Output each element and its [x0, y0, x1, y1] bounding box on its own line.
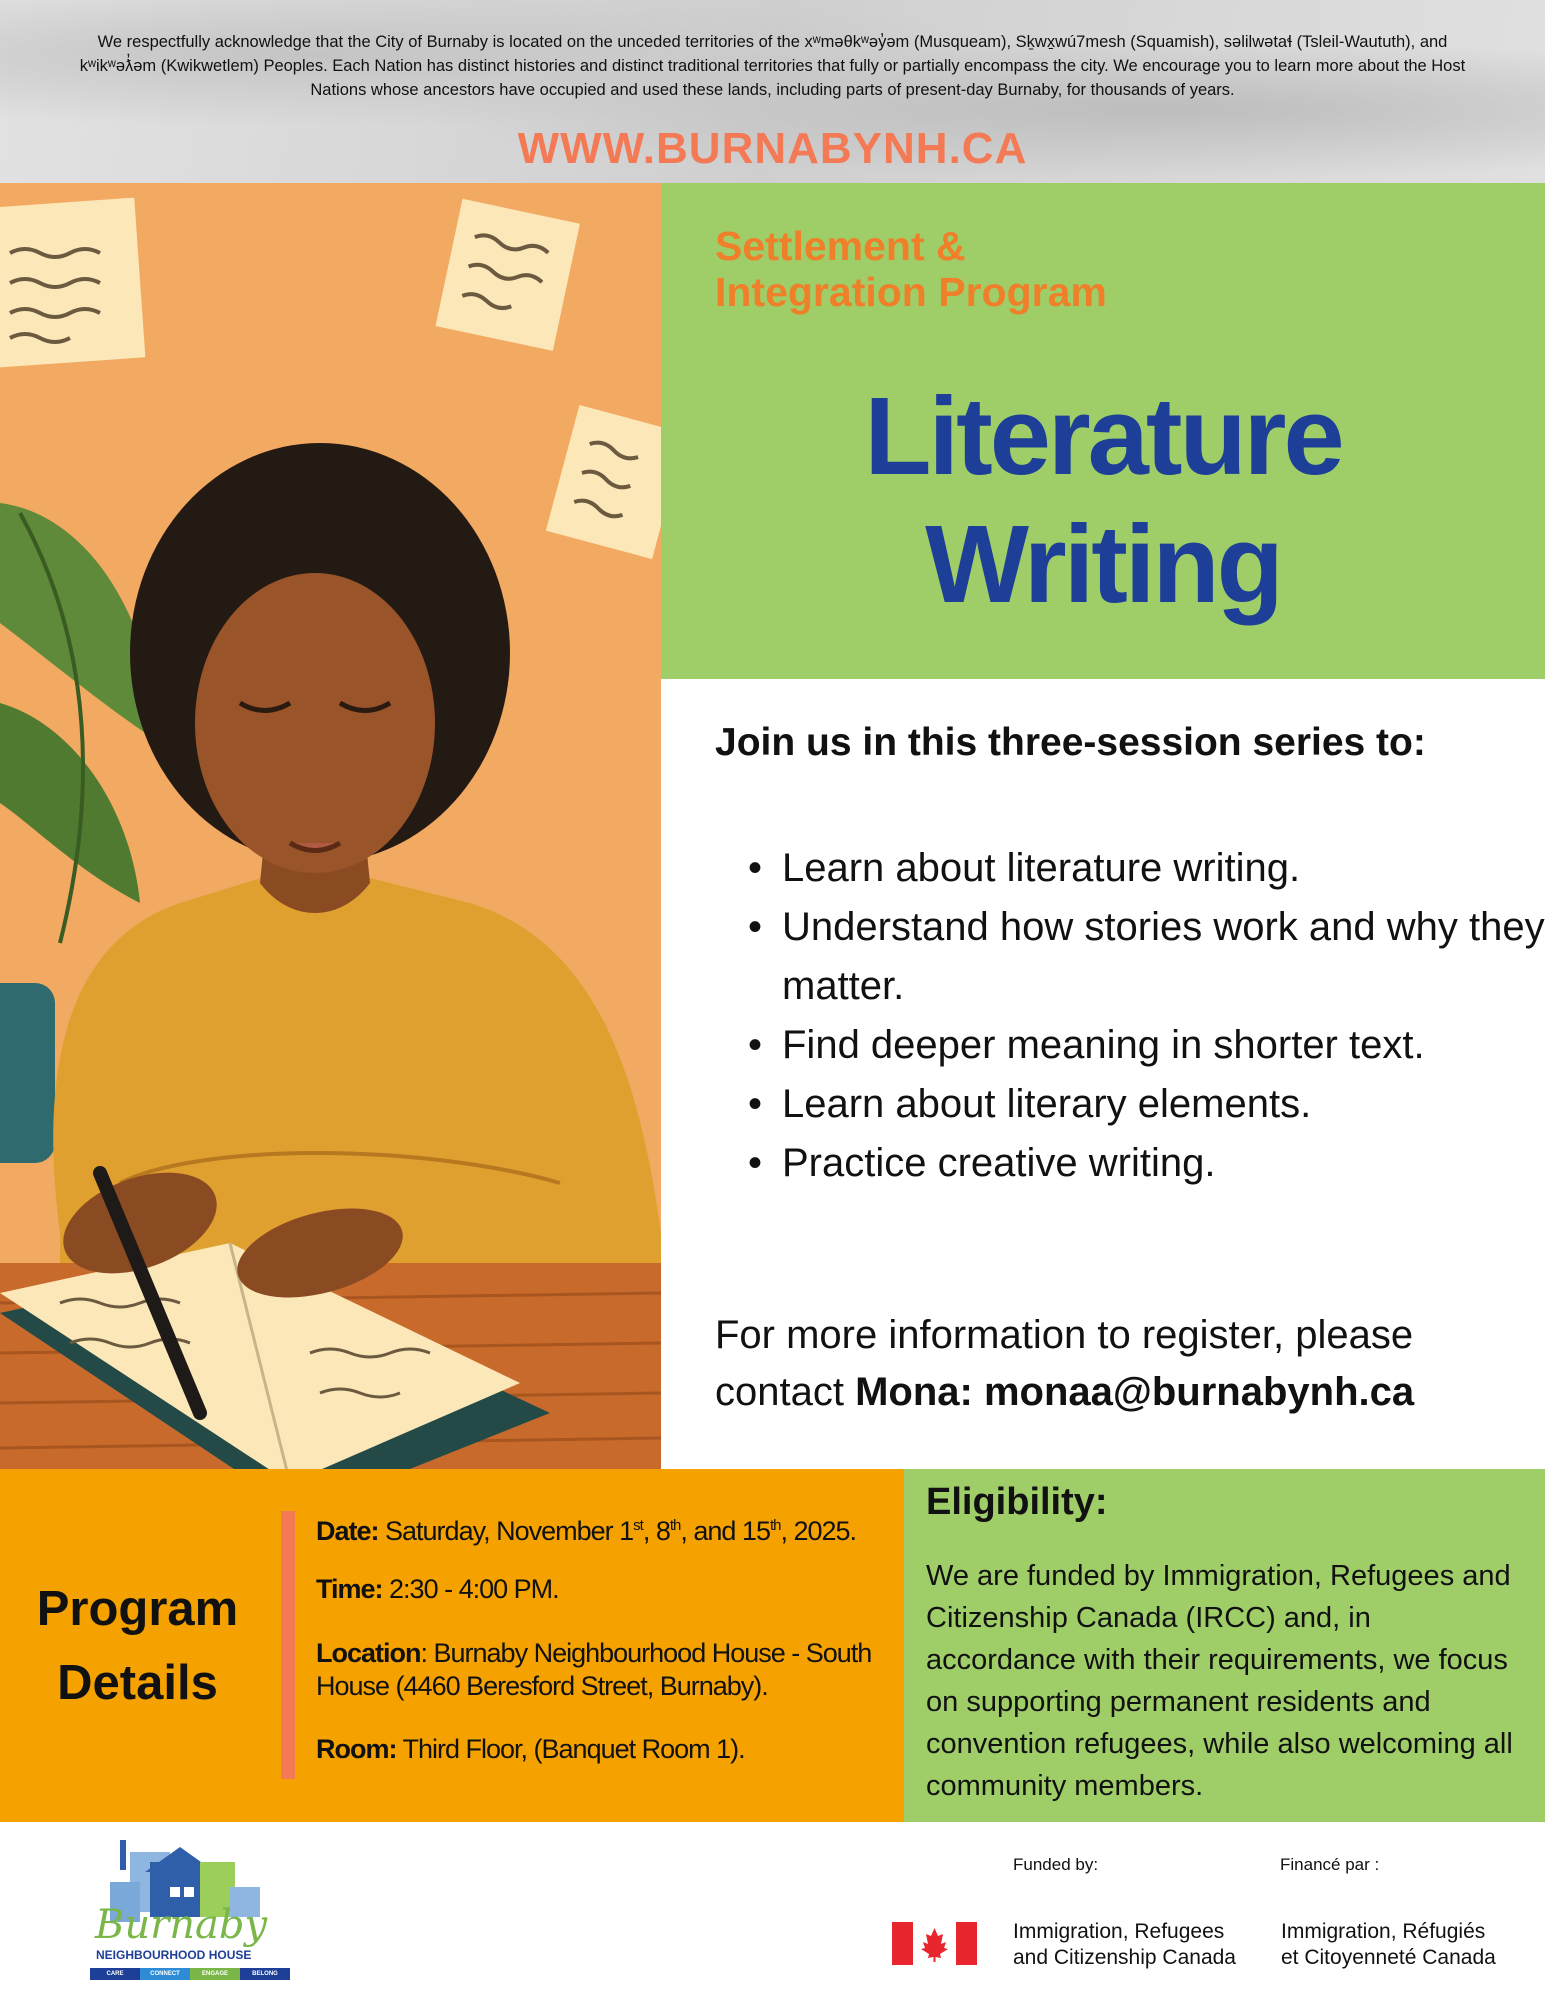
heading-line1: Program — [36, 1582, 239, 1636]
time-detail — [316, 1573, 896, 1606]
title-block — [661, 183, 1545, 679]
contact-email[interactable]: Mona: monaa@burnabynh.ca — [855, 1370, 1415, 1414]
contact-prefix: contact — [715, 1370, 856, 1414]
date-text: , 2025. — [780, 1516, 857, 1546]
date-text: Saturday, November 1 — [378, 1516, 634, 1546]
list-item: • Understand how stories work and why they matter. — [748, 898, 1545, 1016]
room-detail — [316, 1733, 896, 1766]
date-label: Date: — [316, 1516, 379, 1546]
logo-script: Burnaby — [95, 1902, 268, 1948]
location-label: Location — [316, 1638, 421, 1668]
date-text: , 8 — [642, 1516, 670, 1546]
page-title — [661, 373, 1545, 629]
divider — [281, 1511, 295, 1779]
ircc-en-line2: and Citizenship Canada — [1013, 1946, 1236, 1969]
date-text: , and 15 — [680, 1516, 770, 1546]
illustration-svg — [0, 183, 661, 1469]
ircc-fr-line1: Immigration, Réfugiés — [1281, 1920, 1486, 1943]
logo-tagline — [90, 1968, 290, 1980]
logo-wordmark — [96, 1948, 291, 1962]
date-suffix: th — [769, 1517, 781, 1534]
logo-tag: CARE — [90, 1968, 140, 1980]
eligibility-title: Eligibility: — [926, 1481, 1108, 1523]
paper-icon — [0, 198, 145, 368]
program-name-line2: Integration Program — [715, 269, 1107, 315]
ircc-name-fr — [1281, 1919, 1496, 1971]
list-item: • Find deeper meaning in shorter text. — [748, 1016, 1545, 1075]
learning-goals-list — [716, 839, 1545, 1193]
room-value: Third Floor, (Banquet Room 1). — [396, 1734, 745, 1764]
logo-tag: ENGAGE — [190, 1968, 240, 1980]
ircc-name-en — [1013, 1919, 1236, 1971]
eligibility-text: We are funded by Immigration, Refugees and Citizenship Canada (IRCC) and, in accordance with their requirements, we focus on supporting permanent residents and convention refugees, while also welcoming all community members. — [926, 1560, 1513, 1802]
logo-tag: BELONG — [240, 1968, 290, 1980]
title-line2: Writing — [925, 503, 1281, 626]
heading-line2: Details — [57, 1656, 218, 1710]
burnaby-neighbourhood-house-logo — [90, 1832, 290, 1992]
contact-info — [715, 1307, 1535, 1421]
description-section — [661, 679, 1545, 1469]
date-suffix: st — [633, 1517, 643, 1534]
program-name — [715, 223, 1107, 315]
date-detail — [316, 1509, 896, 1548]
program-name-line1: Settlement & — [715, 223, 966, 269]
series-intro: Join us in this three-session series to: — [715, 721, 1426, 764]
website-link[interactable]: WWW.BURNABYNH.CA — [517, 124, 1028, 173]
time-label: Time: — [316, 1574, 383, 1604]
program-details-heading — [20, 1572, 255, 1720]
title-line1: Literature — [864, 375, 1342, 498]
land-acknowledgement-text: We respectfully acknowledge that the City of Burnaby is located on the unceded territories of the xʷməθkʷəy̓əm (Musqueam), Sḵwx̱wú7mesh (Squamish), səlilwətaɬ (Tsleil-Waututh), and kʷikʷəƛ̓əm (Kwikwetlem) Peoples. Each Nation has distinct histories and distinct traditional territories that fully or partially encompass the city. We encourage you to learn more about the Host Nations whose ancestors have occupied and used these lands, including parts of present-day Burnaby, for thousands of years. — [79, 33, 1466, 99]
list-item: • Learn about literature writing. — [748, 839, 1545, 898]
list-item: • Learn about literary elements. — [748, 1075, 1545, 1134]
contact-line1: For more information to register, please — [715, 1313, 1414, 1357]
time-value: 2:30 - 4:00 PM. — [382, 1574, 559, 1604]
mug-icon — [0, 983, 55, 1163]
logo-name-a: NEIGHBOURHOOD — [96, 1948, 206, 1962]
funded-by-label: Funded by: — [1013, 1855, 1099, 1874]
room-label: Room: — [316, 1734, 397, 1764]
funded-by-label-fr: Financé par : — [1280, 1855, 1380, 1874]
logo-tag: CONNECT — [140, 1968, 190, 1980]
program-details-section — [0, 1469, 904, 1822]
date-suffix: th — [669, 1517, 681, 1534]
ircc-fr-line2: et Citoyenneté Canada — [1281, 1946, 1496, 1969]
location-detail — [316, 1637, 896, 1703]
ircc-en-line1: Immigration, Refugees — [1013, 1920, 1225, 1943]
list-item: • Practice creative writing. — [748, 1134, 1545, 1193]
land-acknowledgement-banner — [0, 0, 1545, 183]
canada-flag-icon — [892, 1922, 977, 1965]
logo-name-b: HOUSE — [208, 1948, 252, 1962]
woman-writing-illustration — [0, 183, 661, 1469]
location-value: : Burnaby Neighbourhood House - South House (4460 Beresford Street, Burnaby). — [316, 1638, 872, 1701]
eligibility-section — [904, 1469, 1545, 1822]
footer — [0, 1822, 1545, 2000]
